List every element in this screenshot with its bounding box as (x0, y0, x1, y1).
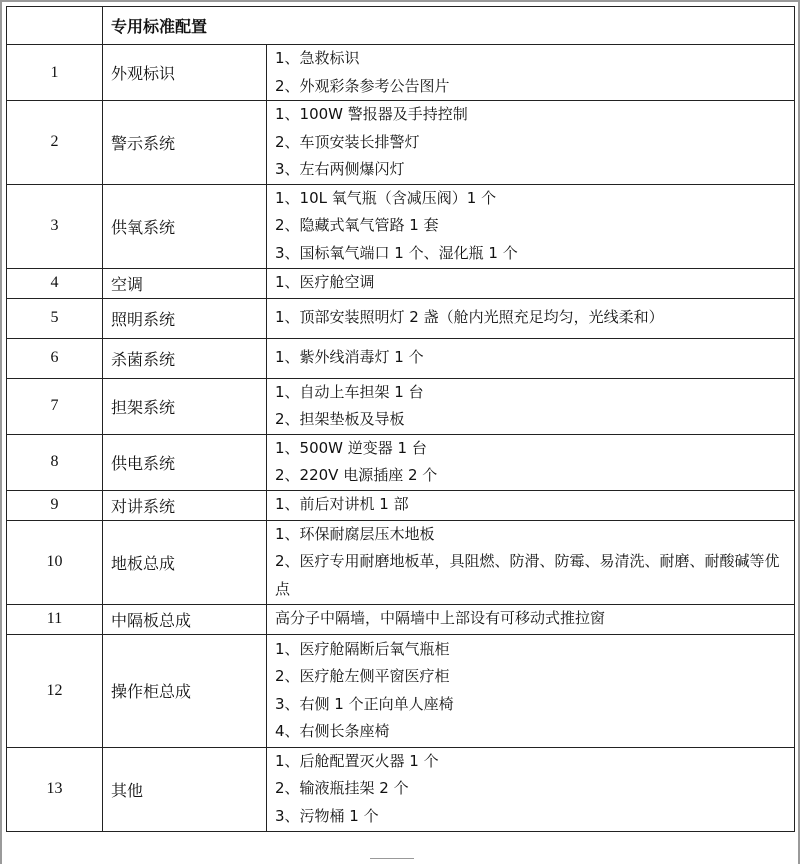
row-number: 13 (7, 747, 103, 831)
detail-line: 3、右侧 1 个正向单人座椅 (275, 694, 454, 713)
spec-table (6, 6, 795, 832)
detail-line: 1、前后对讲机 1 部 (275, 495, 409, 514)
row-details (267, 184, 795, 268)
row-category: 对讲系统 (103, 490, 267, 520)
row-number: 12 (7, 634, 103, 747)
detail-line: 2、220V 电源插座 2 个 (275, 466, 438, 484)
row-details (267, 747, 795, 831)
detail-line: 3、国标氧气端口 1 个、湿化瓶 1 个 (275, 243, 518, 262)
detail-line: 3、左右两侧爆闪灯 (275, 160, 405, 178)
row-category: 担架系统 (103, 378, 267, 434)
detail-line: 2、担架垫板及导板 (275, 410, 405, 428)
row-number: 1 (7, 45, 103, 101)
detail-line: 1、顶部安装照明灯 2 盏（舱内光照充足均匀，光线柔和） (275, 308, 664, 327)
row-number: 7 (7, 378, 103, 434)
row-details (267, 634, 795, 747)
row-category: 供氧系统 (103, 184, 267, 268)
row-details (267, 338, 795, 378)
table-header: 专用标准配置 (103, 7, 795, 45)
row-details (267, 490, 795, 520)
row-category: 照明系统 (103, 298, 267, 338)
table-row (7, 604, 795, 634)
table-row (7, 268, 795, 298)
row-details (267, 45, 795, 101)
detail-line: 1、100W 警报器及手持控制 (275, 105, 468, 123)
table-row (7, 634, 795, 747)
detail-line: 2、医疗专用耐磨地板革，具阻燃、防滑、防霉、易清洗、耐磨、耐酸碱等优点 (275, 552, 780, 598)
row-number: 9 (7, 490, 103, 520)
detail-line: 1、500W 逆变器 1 台 (275, 438, 427, 457)
row-number: 2 (7, 101, 103, 185)
table-row (7, 338, 795, 378)
detail-line: 2、输液瓶挂架 2 个 (275, 779, 409, 798)
row-number: 5 (7, 298, 103, 338)
header-row (7, 7, 795, 45)
table-row (7, 298, 795, 338)
detail-line: 1、环保耐腐层压木地板 (275, 524, 435, 543)
detail-line: 1、医疗舱隔断后氧气瓶柜 (275, 639, 450, 658)
detail-line: 4、右侧长条座椅 (275, 722, 390, 740)
page-border-top (0, 0, 800, 2)
row-details (267, 298, 795, 338)
table-row (7, 45, 795, 101)
row-category: 外观标识 (103, 45, 267, 101)
detail-line: 2、车顶安装长排警灯 (275, 132, 420, 151)
detail-line: 1、后舱配置灭火器 1 个 (275, 751, 439, 770)
row-number: 8 (7, 434, 103, 490)
row-category: 其他 (103, 747, 267, 831)
row-category: 空调 (103, 268, 267, 298)
detail-line: 1、10L 氧气瓶（含减压阀）1 个 (275, 188, 497, 207)
table-row (7, 520, 795, 604)
header-blank-cell (7, 7, 103, 45)
row-number: 4 (7, 268, 103, 298)
detail-line: 2、医疗舱左侧平窗医疗柜 (275, 667, 450, 685)
row-category: 中隔板总成 (103, 604, 267, 634)
row-details (267, 268, 795, 298)
row-details (267, 604, 795, 634)
table-row (7, 101, 795, 185)
row-details (267, 434, 795, 490)
row-number: 6 (7, 338, 103, 378)
detail-line: 1、医疗舱空调 (275, 273, 375, 292)
row-category: 供电系统 (103, 434, 267, 490)
row-details (267, 520, 795, 604)
table-row (7, 747, 795, 831)
row-category: 操作柜总成 (103, 634, 267, 747)
row-number: 3 (7, 184, 103, 268)
detail-line: 高分子中隔墙，中隔墙中上部设有可移动式推拉窗 (275, 609, 606, 628)
detail-line: 2、隐藏式氧气管路 1 套 (275, 216, 439, 235)
detail-line: 3、污物桶 1 个 (275, 806, 379, 825)
detail-line: 1、紫外线消毒灯 1 个 (275, 348, 424, 367)
table-row (7, 378, 795, 434)
row-category: 地板总成 (103, 520, 267, 604)
detail-line: 2、外观彩条参考公告图片 (275, 76, 450, 95)
row-category: 杀菌系统 (103, 338, 267, 378)
row-details (267, 101, 795, 185)
detail-line: 1、自动上车担架 1 台 (275, 382, 424, 401)
row-details (267, 378, 795, 434)
row-number: 10 (7, 520, 103, 604)
detail-line: 1、急救标识 (275, 49, 360, 67)
row-category: 警示系统 (103, 101, 267, 185)
page-border-left (0, 0, 2, 864)
table-row (7, 184, 795, 268)
table-row (7, 434, 795, 490)
row-number: 11 (7, 604, 103, 634)
table-row (7, 490, 795, 520)
